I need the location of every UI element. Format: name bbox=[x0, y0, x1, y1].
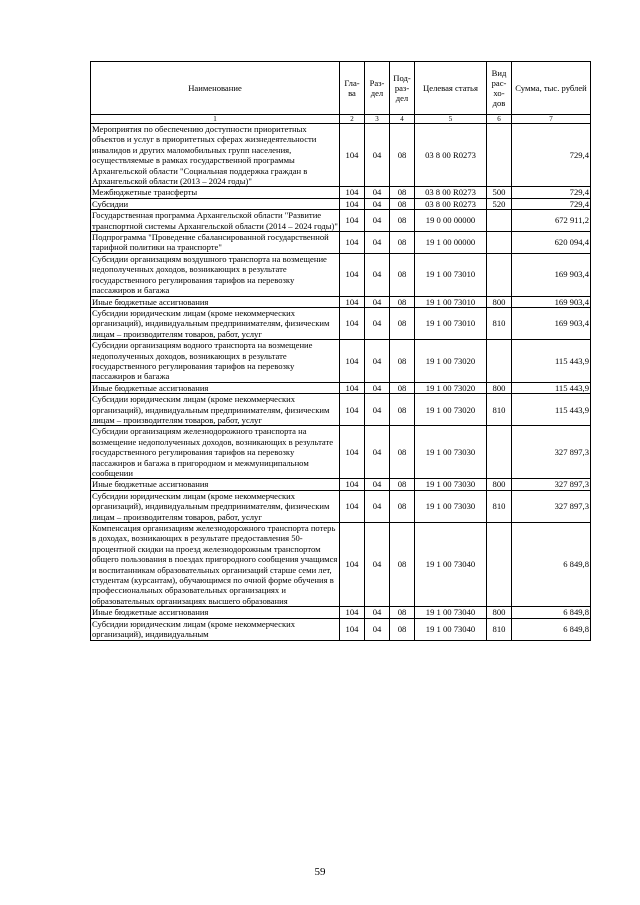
cell-summa: 6 849,8 bbox=[512, 607, 591, 618]
cell-glava: 104 bbox=[340, 253, 365, 296]
cell-podrazdel: 08 bbox=[390, 490, 415, 522]
table-row bbox=[91, 618, 591, 640]
cell-statya: 19 1 00 73030 bbox=[415, 479, 487, 490]
cell-summa: 169 903,4 bbox=[512, 296, 591, 307]
cell-summa: 327 897,3 bbox=[512, 479, 591, 490]
header-glava: Гла-ва bbox=[340, 62, 365, 115]
cell-razdel: 04 bbox=[365, 479, 390, 490]
cell-statya: 03 8 00 R0273 bbox=[415, 198, 487, 209]
column-number: 1 bbox=[91, 115, 340, 124]
cell-razdel: 04 bbox=[365, 232, 390, 254]
cell-glava: 104 bbox=[340, 426, 365, 479]
table-row bbox=[91, 523, 591, 607]
table-row bbox=[91, 198, 591, 209]
cell-summa: 115 443,9 bbox=[512, 394, 591, 426]
cell-glava: 104 bbox=[340, 490, 365, 522]
cell-summa: 729,4 bbox=[512, 124, 591, 187]
cell-vid bbox=[487, 124, 512, 187]
cell-podrazdel: 08 bbox=[390, 307, 415, 339]
cell-statya: 19 1 00 73020 bbox=[415, 340, 487, 383]
cell-name: Субсидии юридическим лицам (кроме некоммерческих организаций), индивидуальным предпринимателям, физическим лицам – производителям товаров, работ, услуг bbox=[91, 394, 340, 426]
cell-vid: 800 bbox=[487, 607, 512, 618]
cell-name: Иные бюджетные ассигнования bbox=[91, 607, 340, 618]
cell-name: Субсидии организациям железнодорожного транспорта на возмещение недополученных доходов, возникающих в результате государственного регулирования тарифов на перевозку пассажиров и багажа в пригородном и межмуниципальном сообщении bbox=[91, 426, 340, 479]
column-number: 2 bbox=[340, 115, 365, 124]
table-row bbox=[91, 232, 591, 254]
cell-razdel: 04 bbox=[365, 187, 390, 198]
cell-name: Субсидии юридическим лицам (кроме некоммерческих организаций), индивидуальным bbox=[91, 618, 340, 640]
cell-vid: 520 bbox=[487, 198, 512, 209]
cell-razdel: 04 bbox=[365, 426, 390, 479]
cell-summa: 729,4 bbox=[512, 187, 591, 198]
cell-podrazdel: 08 bbox=[390, 198, 415, 209]
cell-razdel: 04 bbox=[365, 490, 390, 522]
cell-razdel: 04 bbox=[365, 307, 390, 339]
cell-summa: 672 911,2 bbox=[512, 210, 591, 232]
cell-podrazdel: 08 bbox=[390, 187, 415, 198]
table-row bbox=[91, 187, 591, 198]
cell-statya: 19 1 00 73030 bbox=[415, 426, 487, 479]
cell-podrazdel: 08 bbox=[390, 426, 415, 479]
table-row bbox=[91, 340, 591, 383]
cell-name: Субсидии организациям воздушного транспорта на возмещение недополученных доходов, возникающих в результате государственного регулирования тарифов на перевозку пассажиров и багажа bbox=[91, 253, 340, 296]
cell-razdel: 04 bbox=[365, 618, 390, 640]
column-number: 3 bbox=[365, 115, 390, 124]
cell-glava: 104 bbox=[340, 382, 365, 393]
cell-glava: 104 bbox=[340, 523, 365, 607]
cell-vid: 810 bbox=[487, 490, 512, 522]
header-name: Наименование bbox=[91, 62, 340, 115]
cell-statya: 19 0 00 00000 bbox=[415, 210, 487, 232]
budget-table bbox=[90, 61, 591, 641]
page-number: 59 bbox=[314, 866, 326, 878]
cell-glava: 104 bbox=[340, 618, 365, 640]
cell-vid: 800 bbox=[487, 382, 512, 393]
header-razdel: Раз-дел bbox=[365, 62, 390, 115]
cell-glava: 104 bbox=[340, 198, 365, 209]
cell-razdel: 04 bbox=[365, 523, 390, 607]
cell-summa: 6 849,8 bbox=[512, 523, 591, 607]
cell-razdel: 04 bbox=[365, 124, 390, 187]
cell-summa: 6 849,8 bbox=[512, 618, 591, 640]
cell-podrazdel: 08 bbox=[390, 124, 415, 187]
column-number: 5 bbox=[415, 115, 487, 124]
table-row bbox=[91, 210, 591, 232]
cell-glava: 104 bbox=[340, 232, 365, 254]
table-row bbox=[91, 382, 591, 393]
cell-vid: 800 bbox=[487, 296, 512, 307]
cell-vid: 800 bbox=[487, 479, 512, 490]
cell-statya: 19 1 00 00000 bbox=[415, 232, 487, 254]
cell-podrazdel: 08 bbox=[390, 607, 415, 618]
cell-statya: 03 8 00 R0273 bbox=[415, 187, 487, 198]
cell-summa: 327 897,3 bbox=[512, 490, 591, 522]
cell-name: Подпрограмма "Проведение сбалансированной государственной тарифной политики на транспорте" bbox=[91, 232, 340, 254]
cell-name: Иные бюджетные ассигнования bbox=[91, 382, 340, 393]
table-row bbox=[91, 490, 591, 522]
cell-statya: 19 1 00 73020 bbox=[415, 394, 487, 426]
cell-podrazdel: 08 bbox=[390, 210, 415, 232]
table-row bbox=[91, 307, 591, 339]
cell-vid bbox=[487, 523, 512, 607]
cell-name: Субсидии организациям водного транспорта на возмещение недополученных доходов, возникающих в результате государственного регулирования тарифов на перевозку пассажиров и багажа bbox=[91, 340, 340, 383]
cell-name: Иные бюджетные ассигнования bbox=[91, 296, 340, 307]
cell-glava: 104 bbox=[340, 187, 365, 198]
table-row bbox=[91, 426, 591, 479]
cell-podrazdel: 08 bbox=[390, 479, 415, 490]
cell-vid: 810 bbox=[487, 394, 512, 426]
cell-name: Субсидии юридическим лицам (кроме некоммерческих организаций), индивидуальным предпринимателям, физическим лицам – производителям товаров, работ, услуг bbox=[91, 490, 340, 522]
cell-podrazdel: 08 bbox=[390, 296, 415, 307]
cell-podrazdel: 08 bbox=[390, 394, 415, 426]
table-row bbox=[91, 479, 591, 490]
cell-statya: 19 1 00 73040 bbox=[415, 523, 487, 607]
cell-name: Субсидии bbox=[91, 198, 340, 209]
column-number: 7 bbox=[512, 115, 591, 124]
column-number: 6 bbox=[487, 115, 512, 124]
cell-summa: 729,4 bbox=[512, 198, 591, 209]
cell-summa: 115 443,9 bbox=[512, 340, 591, 383]
cell-statya: 03 8 00 R0273 bbox=[415, 124, 487, 187]
cell-summa: 115 443,9 bbox=[512, 382, 591, 393]
cell-podrazdel: 08 bbox=[390, 382, 415, 393]
cell-glava: 104 bbox=[340, 340, 365, 383]
cell-name: Субсидии юридическим лицам (кроме некоммерческих организаций), индивидуальным предпринимателям, физическим лицам – производителям товаров, работ, услуг bbox=[91, 307, 340, 339]
cell-podrazdel: 08 bbox=[390, 340, 415, 383]
cell-razdel: 04 bbox=[365, 340, 390, 383]
cell-glava: 104 bbox=[340, 296, 365, 307]
header-podrazdel: Под-раз-дел bbox=[390, 62, 415, 115]
cell-summa: 620 094,4 bbox=[512, 232, 591, 254]
cell-vid bbox=[487, 232, 512, 254]
table-row bbox=[91, 607, 591, 618]
cell-vid bbox=[487, 426, 512, 479]
header-vid: Вид рас-хо-дов bbox=[487, 62, 512, 115]
cell-statya: 19 1 00 73010 bbox=[415, 307, 487, 339]
cell-statya: 19 1 00 73020 bbox=[415, 382, 487, 393]
column-number: 4 bbox=[390, 115, 415, 124]
cell-razdel: 04 bbox=[365, 394, 390, 426]
cell-vid: 810 bbox=[487, 618, 512, 640]
cell-vid bbox=[487, 253, 512, 296]
cell-glava: 104 bbox=[340, 124, 365, 187]
cell-glava: 104 bbox=[340, 210, 365, 232]
cell-razdel: 04 bbox=[365, 253, 390, 296]
table-row bbox=[91, 253, 591, 296]
header-summa: Сумма, тыс. рублей bbox=[512, 62, 591, 115]
cell-statya: 19 1 00 73010 bbox=[415, 296, 487, 307]
cell-podrazdel: 08 bbox=[390, 618, 415, 640]
cell-vid: 500 bbox=[487, 187, 512, 198]
cell-statya: 19 1 00 73040 bbox=[415, 607, 487, 618]
cell-podrazdel: 08 bbox=[390, 523, 415, 607]
cell-glava: 104 bbox=[340, 307, 365, 339]
cell-name: Государственная программа Архангельской области "Развитие транспортной системы Архангельской области (2014 – 2024 годы)" bbox=[92, 210, 338, 231]
cell-summa: 327 897,3 bbox=[512, 426, 591, 479]
cell-glava: 104 bbox=[340, 479, 365, 490]
table-row bbox=[91, 394, 591, 426]
cell-podrazdel: 08 bbox=[390, 232, 415, 254]
table-row bbox=[91, 124, 591, 187]
cell-vid bbox=[487, 210, 512, 232]
table-row bbox=[91, 296, 591, 307]
cell-vid bbox=[487, 340, 512, 383]
cell-summa: 169 903,4 bbox=[512, 253, 591, 296]
header-row bbox=[91, 62, 591, 115]
column-numbers-row bbox=[91, 115, 591, 124]
cell-summa: 169 903,4 bbox=[512, 307, 591, 339]
table-body bbox=[91, 124, 591, 641]
cell-name: Мероприятия по обеспечению доступности приоритетных объектов и услуг в приоритетных сферах жизнедеятельности инвалидов и других маломобильных групп населения, осуществляемые в рамках государственной программы Архангельской области "Социальная поддержка граждан в Архангельской области (2013 – 2024 годы)" bbox=[91, 124, 340, 187]
cell-statya: 19 1 00 73040 bbox=[415, 618, 487, 640]
header-statya: Целевая статья bbox=[415, 62, 487, 115]
cell-name: Компенсация организациям железнодорожного транспорта потерь в доходах, возникающих в результате предоставления 50-процентной скидки на проезд железнодорожным транспортом общего пользования в поездах пригородного сообщения учащимся и воспитанникам образовательных организаций старше семи лет, студентам (курсантам), обучающимся по очной форме обучения в профессиональных образовательных организациях и образовательных организациях высшего образования bbox=[91, 523, 340, 607]
cell-razdel: 04 bbox=[365, 382, 390, 393]
cell-statya: 19 1 00 73030 bbox=[415, 490, 487, 522]
cell-razdel: 04 bbox=[365, 607, 390, 618]
cell-podrazdel: 08 bbox=[390, 253, 415, 296]
cell-glava: 104 bbox=[340, 607, 365, 618]
cell-vid: 810 bbox=[487, 307, 512, 339]
cell-name: Иные бюджетные ассигнования bbox=[91, 479, 340, 490]
cell-name: Межбюджетные трансферты bbox=[91, 187, 340, 198]
cell-razdel: 04 bbox=[365, 198, 390, 209]
cell-razdel: 04 bbox=[365, 210, 390, 232]
cell-glava: 104 bbox=[340, 394, 365, 426]
cell-razdel: 04 bbox=[365, 296, 390, 307]
cell-statya: 19 1 00 73010 bbox=[415, 253, 487, 296]
